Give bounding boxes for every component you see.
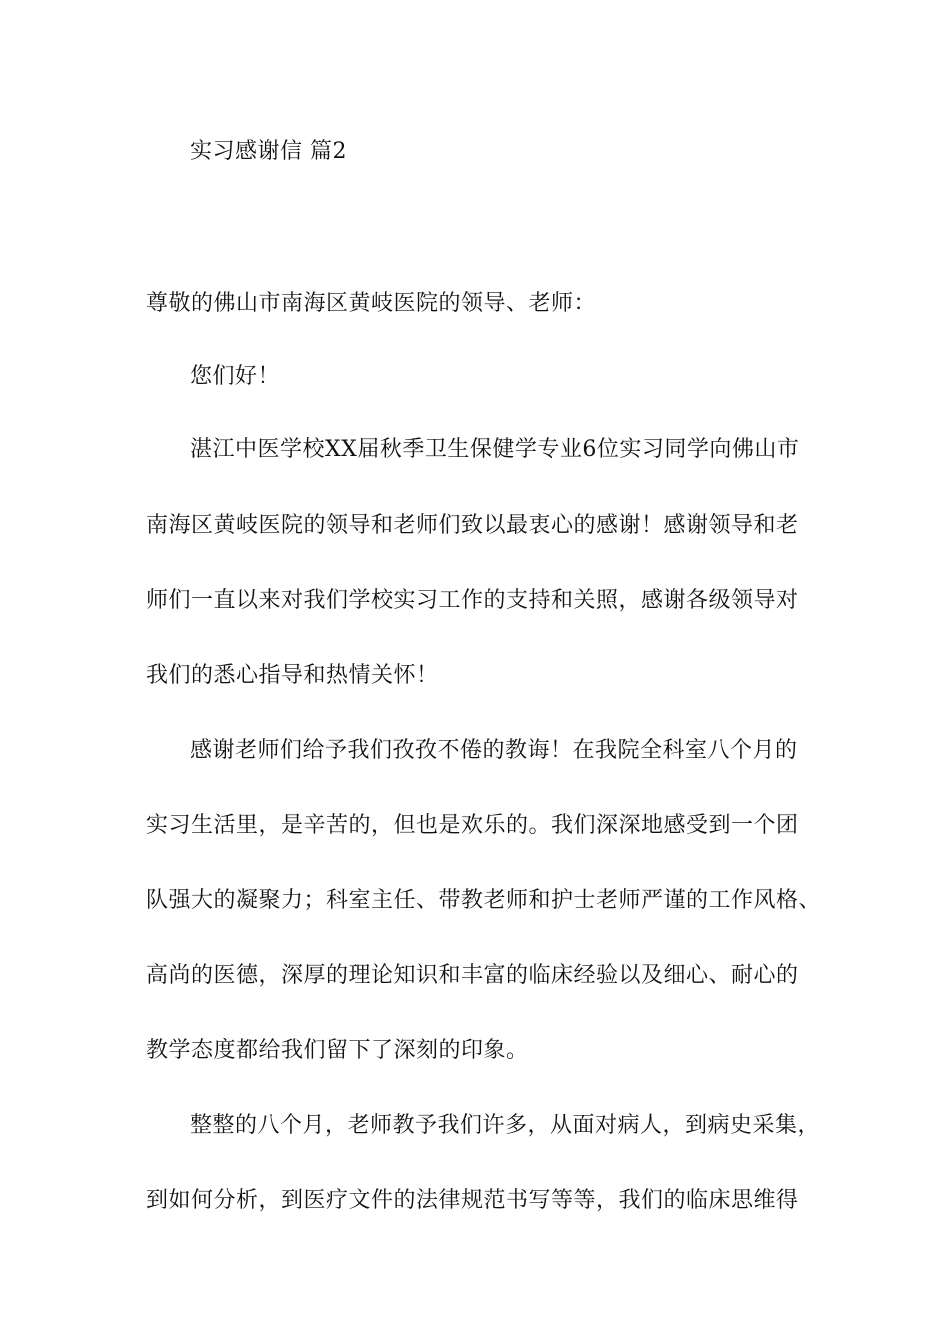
paragraph-line: 实习生活里，是辛苦的，但也是欢乐的。我们深深地感受到一个团 xyxy=(146,813,799,838)
paragraph-line: 到如何分析，到医疗文件的法律规范书写等等，我们的临床思维得 xyxy=(146,1188,799,1213)
paragraph-line: 整整的八个月，老师教予我们许多，从面对病人，到病史采集， xyxy=(190,1113,821,1138)
paragraph-line: 高尚的医德，深厚的理论知识和丰富的临床经验以及细心、耐心的 xyxy=(146,963,799,988)
paragraph-line: 教学态度都给我们留下了深刻的印象。 xyxy=(146,1038,529,1063)
paragraph-line: 我们的悉心指导和热情关怀！ xyxy=(146,663,439,688)
paragraph-line: 感谢老师们给予我们孜孜不倦的教诲！在我院全科室八个月的 xyxy=(190,738,798,763)
paragraph-line: 湛江中医学校XX届秋季卫生保健学专业6位实习同学向佛山市 xyxy=(190,437,800,462)
document-title: 实习感谢信 篇2 xyxy=(190,139,347,164)
paragraph-line: 南海区黄岐医院的领导和老师们致以最衷心的感谢！感谢领导和老 xyxy=(146,513,799,538)
paragraph-line: 师们一直以来对我们学校实习工作的支持和关照，感谢各级领导对 xyxy=(146,588,799,613)
paragraph-line: 队强大的凝聚力；科室主任、带教老师和护士老师严谨的工作风格、 xyxy=(146,888,822,913)
salutation: 尊敬的佛山市南海区黄岐医院的领导、老师： xyxy=(146,291,597,316)
greeting: 您们好！ xyxy=(190,364,281,389)
